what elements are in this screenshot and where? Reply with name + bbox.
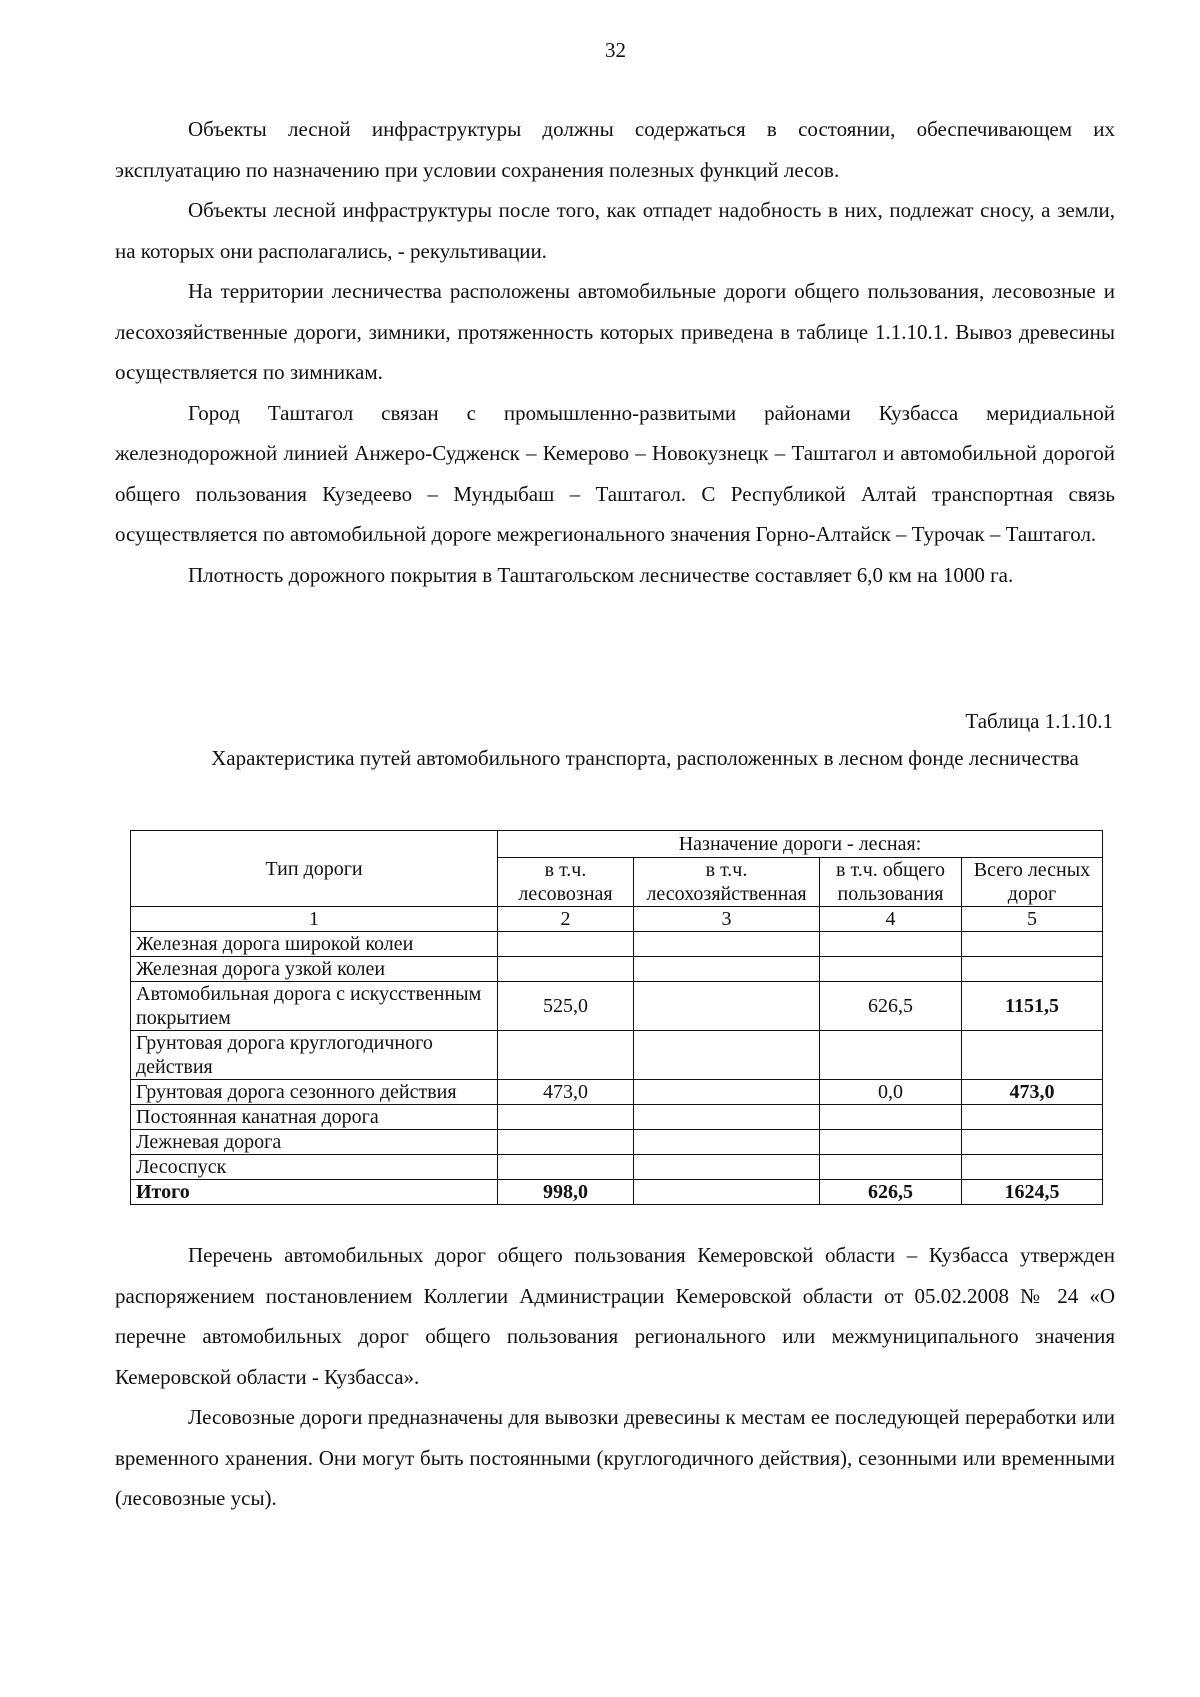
table-row (131, 1105, 1103, 1130)
cell-public: 626,5 (820, 982, 962, 1031)
paragraph: Плотность дорожного покрытия в Таштагольском лесничестве составляет 6,0 км на 1000 га. (188, 562, 1014, 587)
cell-public (820, 932, 962, 957)
paragraph: Объекты лесной инфраструктуры должны содержаться в состоянии, обеспечивающем их эксплуатацию по назначению при условии сохранения полезных функций лесов. (115, 117, 1115, 182)
cell-total (962, 1130, 1103, 1155)
row-name: Лежневая дорога (131, 1130, 498, 1155)
table-row (131, 932, 1103, 957)
cell-public (820, 1130, 962, 1155)
header-forestry: в т.ч. лесохозяйственная (634, 858, 820, 907)
column-number-row (131, 907, 1103, 932)
table-row (131, 1080, 1103, 1105)
cell-public (820, 1105, 962, 1130)
cell-forestry (634, 1031, 820, 1080)
header-road-type: Тип дороги (131, 831, 498, 907)
table-row (131, 982, 1103, 1031)
cell-logging: 473,0 (498, 1080, 634, 1105)
cell-total: 1151,5 (962, 982, 1103, 1031)
cell-total (962, 1155, 1103, 1180)
table-number: Таблица 1.1.10.1 (965, 709, 1113, 733)
header-purpose-group: Назначение дороги - лесная: (498, 831, 1103, 858)
column-number: 2 (498, 907, 634, 932)
cell-logging: 525,0 (498, 982, 634, 1031)
row-name: Грунтовая дорога круглогодичного действия (131, 1031, 498, 1080)
cell-logging (498, 932, 634, 957)
paragraph: Объекты лесной инфраструктуры после того, как отпадет надобность в них, подлежат сносу, а земли, на которых они располагались, - рекультивации. (115, 198, 1115, 263)
table-header-row (131, 831, 1103, 858)
cell-total (962, 1105, 1103, 1130)
cell-forestry (634, 1105, 820, 1130)
header-logging: в т.ч. лесовозная (498, 858, 634, 907)
page-number: 32 (605, 38, 626, 62)
row-name: Железная дорога узкой колеи (131, 957, 498, 982)
column-number: 3 (634, 907, 820, 932)
column-number: 4 (820, 907, 962, 932)
column-number: 5 (962, 907, 1103, 932)
total-all: 1624,5 (962, 1180, 1103, 1205)
column-number: 1 (131, 907, 498, 932)
header-public: в т.ч. общего пользования (820, 858, 962, 907)
total-forestry (634, 1180, 820, 1205)
cell-public (820, 1031, 962, 1080)
text-block-bottom (115, 1235, 1115, 1519)
row-name: Лесоспуск (131, 1155, 498, 1180)
road-table (130, 830, 1103, 1205)
table-row (131, 1155, 1103, 1180)
row-name: Постоянная канатная дорога (131, 1105, 498, 1130)
table-caption: Характеристика путей автомобильного транспорта, расположенных в лесном фонде лесничества (211, 746, 1079, 770)
cell-forestry (634, 932, 820, 957)
cell-total (962, 957, 1103, 982)
cell-public: 0,0 (820, 1080, 962, 1105)
paragraph: Город Таштагол связан с промышленно-развитыми районами Кузбасса меридиальной железнодорожной линией Анжеро-Судженск – Кемерово – Новокузнецк – Таштагол и автомобильной дорогой общего пользования Кузедеево – Мундыбаш – Таштагол. С Республикой Алтай транспортная связь осуществляется по автомобильной дороге межрегионального значения Горно-Алтайск – Турочак – Таштагол. (115, 400, 1115, 546)
cell-public (820, 957, 962, 982)
paragraph: Перечень автомобильных дорог общего пользования Кемеровской области – Кузбасса утвержден распоряжением постановлением Коллегии Администрации Кемеровской области от 05.02.2008 № 24 «О перечне автомобильных дорог общего пользования регионального или межмуниципального значения Кемеровской области - Кузбасса». (115, 1243, 1115, 1389)
cell-total (962, 932, 1103, 957)
cell-logging (498, 1155, 634, 1180)
cell-forestry (634, 1080, 820, 1105)
cell-forestry (634, 1155, 820, 1180)
cell-forestry (634, 957, 820, 982)
paragraph: Лесовозные дороги предназначены для вывозки древесины к местам ее последующей переработки или временного хранения. Они могут быть постоянными (круглогодичного действия), сезонными или временными (лесовозные усы). (115, 1405, 1115, 1510)
row-name: Грунтовая дорога сезонного действия (131, 1080, 498, 1105)
row-name: Железная дорога широкой колеи (131, 932, 498, 957)
total-logging: 998,0 (498, 1180, 634, 1205)
table-total-row (131, 1180, 1103, 1205)
cell-total: 473,0 (962, 1080, 1103, 1105)
row-name: Автомобильная дорога с искусственным покрытием (131, 982, 498, 1031)
cell-logging (498, 957, 634, 982)
cell-forestry (634, 1130, 820, 1155)
table-row (131, 1130, 1103, 1155)
text-block-top (115, 109, 1115, 595)
table-row (131, 957, 1103, 982)
total-public: 626,5 (820, 1180, 962, 1205)
paragraph: На территории лесничества расположены автомобильные дороги общего пользования, лесовозные и лесохозяйственные дороги, зимники, протяженность которых приведена в таблице 1.1.10.1. Вывоз древесины осуществляется по зимникам. (115, 279, 1115, 384)
cell-logging (498, 1130, 634, 1155)
header-total: Всего лесных дорог (962, 858, 1103, 907)
cell-total (962, 1031, 1103, 1080)
cell-public (820, 1155, 962, 1180)
table-row (131, 1031, 1103, 1080)
cell-forestry (634, 982, 820, 1031)
cell-logging (498, 1105, 634, 1130)
cell-logging (498, 1031, 634, 1080)
total-label: Итого (131, 1180, 498, 1205)
